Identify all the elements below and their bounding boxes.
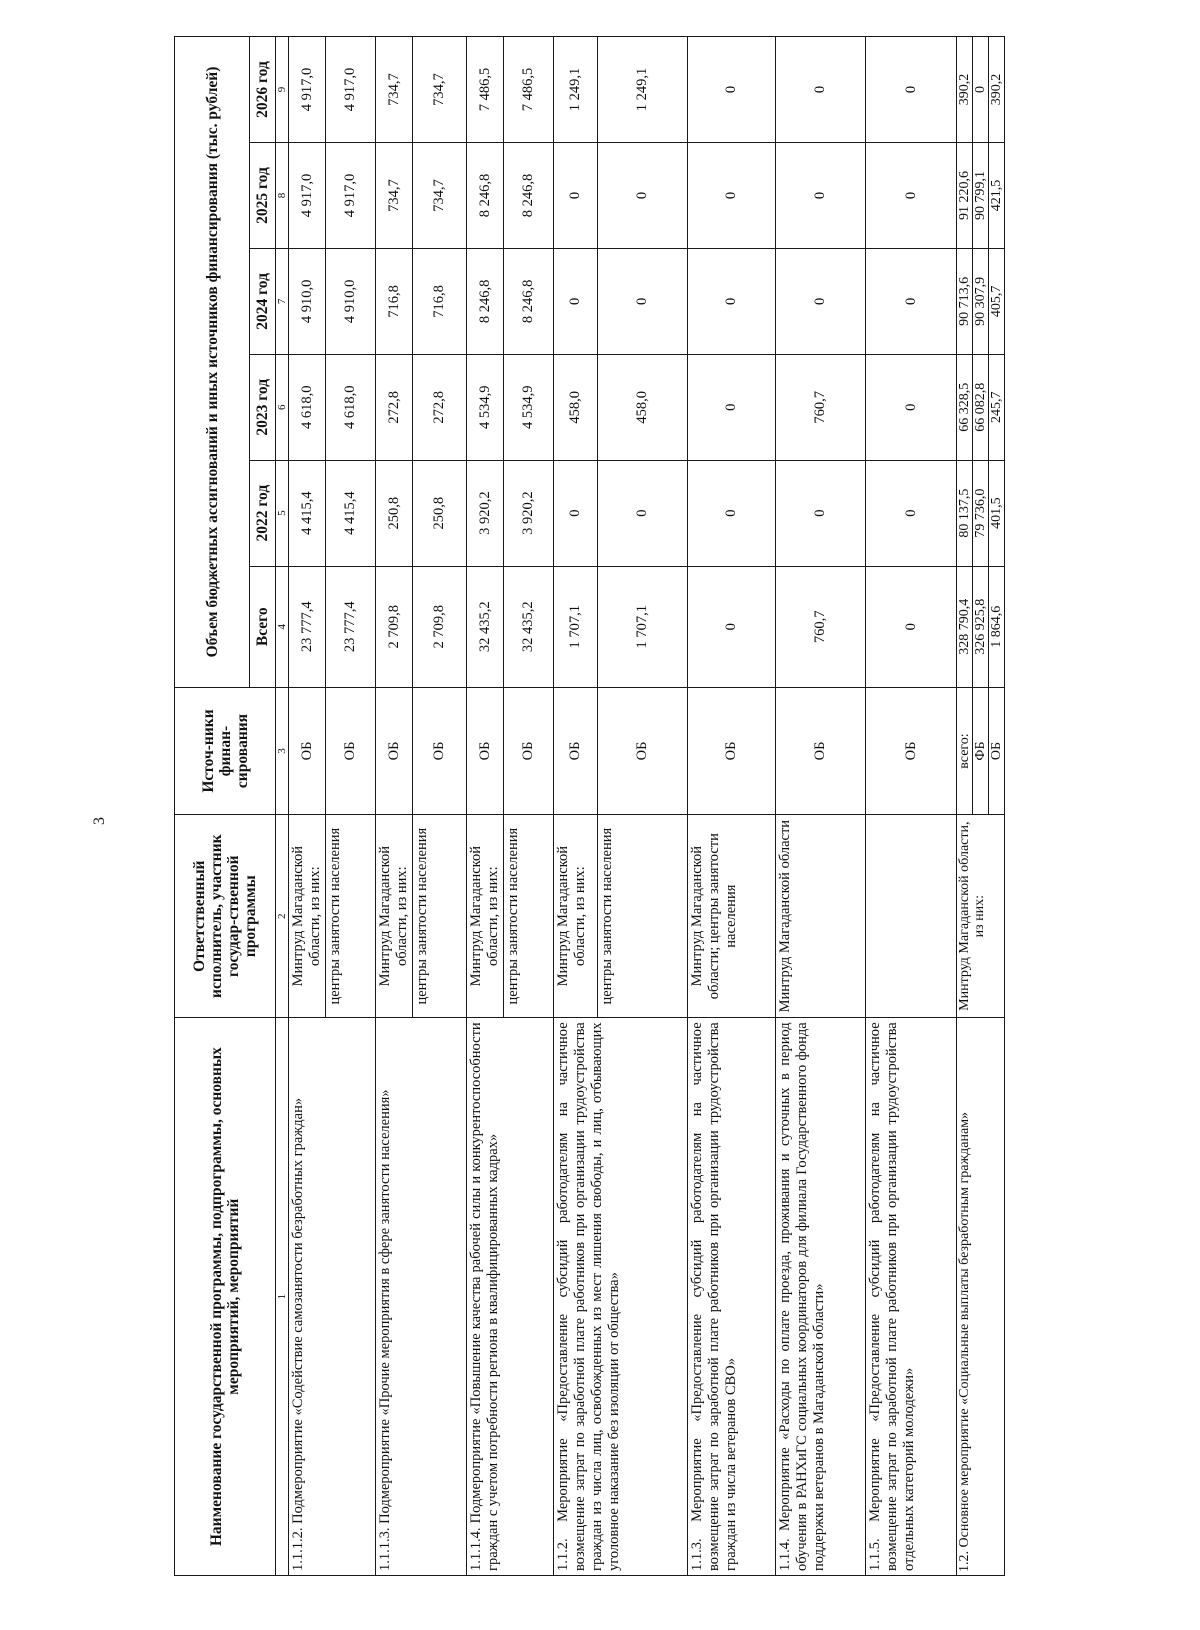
column-number: 1	[276, 1018, 289, 1576]
column-number: 5	[276, 460, 289, 566]
value-cell: 390,2	[957, 37, 973, 143]
value-cell: 0	[688, 143, 776, 249]
value-cell: 0	[688, 354, 776, 460]
value-cell: 734,7	[376, 143, 413, 249]
executor-cell: Минтруд Магаданской области; центры занятости населения	[688, 815, 776, 1018]
value-cell: 3 920,2	[467, 460, 504, 566]
column-number: 8	[276, 143, 289, 249]
value-cell: 23 777,4	[289, 566, 326, 687]
executor-cell: центры занятости населения	[598, 815, 688, 1018]
value-cell: 716,8	[376, 248, 413, 354]
header-2025: 2025 год	[250, 143, 276, 249]
mero-1-1-2-name: 1.1.2. Мероприятие «Предоставление субсидий работодателям на частичное возмещение затрат по заработной плате работников при организации трудоустройства граждан из числа лиц, освобожденных из мест лишения свободы, и лиц, отбывающих уголовное наказание без изоляции от общества»	[554, 1018, 688, 1576]
value-cell: 760,7	[776, 354, 866, 460]
value-cell: 4 415,4	[326, 460, 376, 566]
table-row	[554, 37, 598, 1576]
funding-source-cell: ОБ	[989, 687, 1005, 814]
value-cell: 4 534,9	[467, 354, 504, 460]
header-2024: 2024 год	[250, 248, 276, 354]
value-cell: 328 790,4	[957, 566, 973, 687]
column-number-row	[276, 37, 289, 1576]
page-number: 3	[91, 817, 108, 825]
value-cell: 32 435,2	[467, 566, 504, 687]
value-cell: 1 249,1	[554, 37, 598, 143]
executor-cell: Минтруд Магаданской области	[776, 815, 866, 1018]
funding-source-cell: ОБ	[376, 687, 413, 814]
value-cell: 458,0	[598, 354, 688, 460]
podmero-1-1-1-4-name: 1.1.1.4. Подмероприятие «Повышение качества рабочей силы и конкурентоспособности граждан с учетом потребности региона в квалифицированных кадрах»	[467, 1018, 554, 1576]
column-number: 9	[276, 37, 289, 143]
value-cell: 0	[866, 37, 957, 143]
value-cell: 8 246,8	[467, 248, 504, 354]
value-cell: 66 328,5	[957, 354, 973, 460]
column-number: 6	[276, 354, 289, 460]
podmero-1-1-1-3-name: 1.1.1.3. Подмероприятие «Прочие мероприятия в сфере занятости населения»	[376, 1018, 467, 1576]
value-cell: 3 920,2	[504, 460, 554, 566]
table-row	[467, 37, 504, 1576]
value-cell: 4 618,0	[289, 354, 326, 460]
funding-source-cell: ОБ	[688, 687, 776, 814]
table-row	[289, 37, 326, 1576]
rotated-page-content	[174, 36, 1030, 1576]
header-2023: 2023 год	[250, 354, 276, 460]
header-program-name: Наименование государственной программы, подпрограммы, основных мероприятий, мероприятий	[175, 1018, 276, 1576]
header-row	[175, 37, 250, 1576]
funding-source-cell: ОБ	[467, 687, 504, 814]
value-cell: 4 917,0	[289, 37, 326, 143]
value-cell: 0	[776, 248, 866, 354]
header-executor: Ответственный исполнитель, участник государ-ственной программы	[175, 815, 276, 1018]
value-cell: 272,8	[376, 354, 413, 460]
value-cell: 0	[866, 566, 957, 687]
value-cell: 734,7	[376, 37, 413, 143]
value-cell: 0	[598, 143, 688, 249]
executor-cell	[866, 815, 957, 1018]
value-cell: 326 925,8	[973, 566, 989, 687]
header-2026: 2026 год	[250, 37, 276, 143]
executor-cell: Минтруд Магаданской области, из них:	[376, 815, 413, 1018]
value-cell: 0	[598, 460, 688, 566]
value-cell: 0	[866, 248, 957, 354]
value-cell: 0	[554, 248, 598, 354]
value-cell: 90 307,9	[973, 248, 989, 354]
funding-source-cell: ФБ	[973, 687, 989, 814]
value-cell: 760,7	[776, 566, 866, 687]
funding-source-cell: ОБ	[413, 687, 467, 814]
value-cell: 401,5	[989, 460, 1005, 566]
column-number: 3	[276, 687, 289, 814]
value-cell: 421,5	[989, 143, 1005, 249]
value-cell: 405,7	[989, 248, 1005, 354]
value-cell: 0	[554, 143, 598, 249]
value-cell: 0	[973, 37, 989, 143]
value-cell: 8 246,8	[467, 143, 504, 249]
value-cell: 23 777,4	[326, 566, 376, 687]
value-cell: 0	[598, 248, 688, 354]
value-cell: 250,8	[376, 460, 413, 566]
executor-cell: Минтруд Магаданской области, из них:	[957, 815, 1005, 1018]
table-row	[776, 37, 866, 1576]
value-cell: 4 917,0	[326, 143, 376, 249]
funding-source-cell: ОБ	[326, 687, 376, 814]
executor-cell: центры занятости населения	[326, 815, 376, 1018]
value-cell: 250,8	[413, 460, 467, 566]
podmero-1-1-1-2-name: 1.1.1.2. Подмероприятие «Содействие самозанятости безработных граждан»	[289, 1018, 376, 1576]
value-cell: 2 709,8	[413, 566, 467, 687]
header-2022: 2022 год	[250, 460, 276, 566]
value-cell: 80 137,5	[957, 460, 973, 566]
value-cell: 0	[866, 354, 957, 460]
value-cell: 4 910,0	[326, 248, 376, 354]
value-cell: 8 246,8	[504, 143, 554, 249]
value-cell: 0	[554, 460, 598, 566]
value-cell: 272,8	[413, 354, 467, 460]
value-cell: 1 707,1	[554, 566, 598, 687]
value-cell: 0	[776, 37, 866, 143]
header-funding-source: Источ-ники финан-сирования	[175, 687, 276, 814]
value-cell: 8 246,8	[504, 248, 554, 354]
executor-cell: Минтруд Магаданской области, из них:	[467, 815, 504, 1018]
value-cell: 0	[688, 460, 776, 566]
executor-cell: центры занятости населения	[413, 815, 467, 1018]
funding-source-cell: ОБ	[776, 687, 866, 814]
value-cell: 4 910,0	[289, 248, 326, 354]
executor-cell: Минтруд Магаданской области, из них:	[554, 815, 598, 1018]
value-cell: 0	[866, 460, 957, 566]
value-cell: 66 082,8	[973, 354, 989, 460]
mero-1-1-3-name: 1.1.3. Мероприятие «Предоставление субсидий работодателям на частичное возмещение затрат по заработной плате работников при организации трудоустройства граждан из числа ветеранов СВО»	[688, 1018, 776, 1576]
column-number: 7	[276, 248, 289, 354]
executor-cell: Минтруд Магаданской области, из них:	[289, 815, 326, 1018]
value-cell: 90 799,1	[973, 143, 989, 249]
value-cell: 0	[688, 566, 776, 687]
value-cell: 0	[688, 248, 776, 354]
main-mero-1-2-name: 1.2. Основное мероприятие «Социальные выплаты безработным гражданам»	[957, 1018, 1005, 1576]
table-body	[289, 37, 1005, 1576]
value-cell: 1 249,1	[598, 37, 688, 143]
value-cell: 7 486,5	[467, 37, 504, 143]
column-number: 2	[276, 815, 289, 1018]
value-cell: 7 486,5	[504, 37, 554, 143]
value-cell: 32 435,2	[504, 566, 554, 687]
value-cell: 245,7	[989, 354, 1005, 460]
mero-1-1-4-name: 1.1.4. Мероприятие «Расходы по оплате проезда, проживания и суточных в период обучения в РАНХиГС социальных координаторов для филиала Государственного фонда поддержки ветеранов в Магаданской области»	[776, 1018, 866, 1576]
value-cell: 2 709,8	[376, 566, 413, 687]
funding-source-cell: всего:	[957, 687, 973, 814]
funding-source-cell: ОБ	[598, 687, 688, 814]
value-cell: 1 707,1	[598, 566, 688, 687]
value-cell: 0	[776, 143, 866, 249]
value-cell: 734,7	[413, 143, 467, 249]
column-number: 4	[276, 566, 289, 687]
funding-source-cell: ОБ	[289, 687, 326, 814]
table-row	[376, 37, 413, 1576]
funding-source-cell: ОБ	[554, 687, 598, 814]
value-cell: 4 415,4	[289, 460, 326, 566]
value-cell: 90 713,6	[957, 248, 973, 354]
funding-table	[174, 36, 1005, 1576]
executor-cell: центры занятости населения	[504, 815, 554, 1018]
mero-1-1-5-name: 1.1.5. Мероприятие «Предоставление субсидий работодателям на частичное возмещение затрат по заработной плате работников при организации трудоустройства отдельных категорий молодежи»	[866, 1018, 957, 1576]
value-cell: 1 864,6	[989, 566, 1005, 687]
funding-source-cell: ОБ	[866, 687, 957, 814]
value-cell: 734,7	[413, 37, 467, 143]
value-cell: 0	[866, 143, 957, 249]
header-volume: Объем бюджетных ассигнований и иных источников финансирования (тыс. рублей)	[175, 37, 250, 688]
value-cell: 716,8	[413, 248, 467, 354]
value-cell: 4 917,0	[289, 143, 326, 249]
table-row	[688, 37, 776, 1576]
value-cell: 390,2	[989, 37, 1005, 143]
value-cell: 4 534,9	[504, 354, 554, 460]
header-total: Всего	[250, 566, 276, 687]
table-row-total	[957, 37, 973, 1576]
value-cell: 458,0	[554, 354, 598, 460]
value-cell: 79 736,0	[973, 460, 989, 566]
table-row	[866, 37, 957, 1576]
value-cell: 0	[688, 37, 776, 143]
value-cell: 4 917,0	[326, 37, 376, 143]
value-cell: 4 618,0	[326, 354, 376, 460]
funding-source-cell: ОБ	[504, 687, 554, 814]
value-cell: 0	[776, 460, 866, 566]
value-cell: 91 220,6	[957, 143, 973, 249]
